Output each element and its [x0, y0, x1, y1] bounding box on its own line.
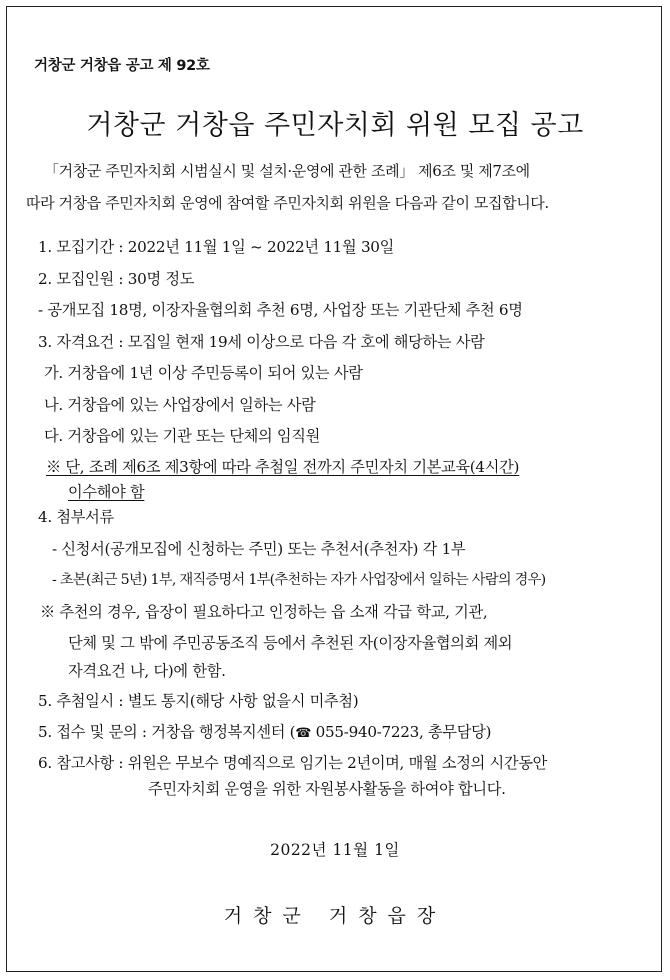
- intro-line-1: 「거창군 주민자치회 시범실시 및 설치·운영에 관한 조례」 제6조 및 제7조에: [44, 162, 530, 180]
- item-count-detail: - 공개모집 18명, 이장자율협의회 추천 6명, 사업장 또는 기관단체 추천 6명: [38, 301, 523, 319]
- contact-suffix: 055-940-7223, 총무담당): [311, 723, 492, 741]
- notice-number: 거창군 거창읍 공고 제 92호: [34, 58, 210, 74]
- signer: 거창군 거창읍장: [223, 905, 447, 927]
- item-notes-line-2: 주민자치회 운영을 위한 자원봉사활동을 하여야 합니다.: [148, 780, 506, 798]
- qualification-da: 다. 거창읍에 있는 기관 또는 단체의 임직원: [44, 427, 321, 445]
- qualification-ga: 가. 거창읍에 1년 이상 주민등록이 되어 있는 사람: [44, 364, 363, 382]
- item-qualification: 3. 자격요건 : 모집일 현재 19세 이상으로 다음 각 호에 해당하는 사람: [38, 333, 485, 351]
- qualification-note-line-2: 이수해야 함: [68, 483, 145, 501]
- item-contact: [38, 721, 491, 742]
- qualification-na: 나. 거창읍에 있는 사업장에서 일하는 사람: [44, 396, 316, 414]
- qualification-note-line-1: ※ 단, 조례 제6조 제3항에 따라 추첨일 전까지 주민자치 기본교육(4시간): [46, 458, 520, 476]
- documents-note-line-3: 자격요건 나, 다)에 한함.: [68, 662, 226, 680]
- page-title: 거창군 거창읍 주민자치회 위원 모집 공고: [86, 110, 584, 141]
- item-count: 2. 모집인원 : 30명 정도: [38, 270, 195, 288]
- documents-item-1: - 신청서(공개모집에 신청하는 주민) 또는 추천서(추천자) 각 1부: [52, 540, 466, 558]
- phone-icon: ☎: [295, 726, 312, 741]
- intro-line-2: 따라 거창읍 주민자치회 운영에 참여할 주민자치회 위원을 다음과 같이 모집합니다.: [26, 194, 549, 212]
- documents-item-2: - 초본(최근 5년) 1부, 재직증명서 1부(추천하는 자가 사업장에서 일하는 사람의 경우): [52, 572, 546, 588]
- documents-note-line-1: ※ 추천의 경우, 읍장이 필요하다고 인정하는 읍 소재 각급 학교, 기관,: [40, 603, 488, 621]
- documents-note-line-2: 단체 및 그 밖에 주민공동조직 등에서 추천된 자(이장자율협의회 제외: [68, 634, 513, 652]
- item-draw-date: 5. 추첨일시 : 별도 통지(해당 사항 없을시 미추첨): [38, 692, 359, 710]
- item-documents: 4. 첨부서류: [38, 508, 114, 526]
- item-notes-line-1: 6. 참고사항 : 위원은 무보수 명예직으로 임기는 2년이며, 매월 소정의 시간동안: [38, 754, 548, 772]
- announcement-date: 2022년 11월 1일: [270, 841, 400, 859]
- item-period: 1. 모집기간 : 2022년 11월 1일 ~ 2022년 11월 30일: [38, 238, 395, 256]
- contact-prefix: 5. 접수 및 문의 : 거창읍 행정복지센터 (: [38, 723, 296, 741]
